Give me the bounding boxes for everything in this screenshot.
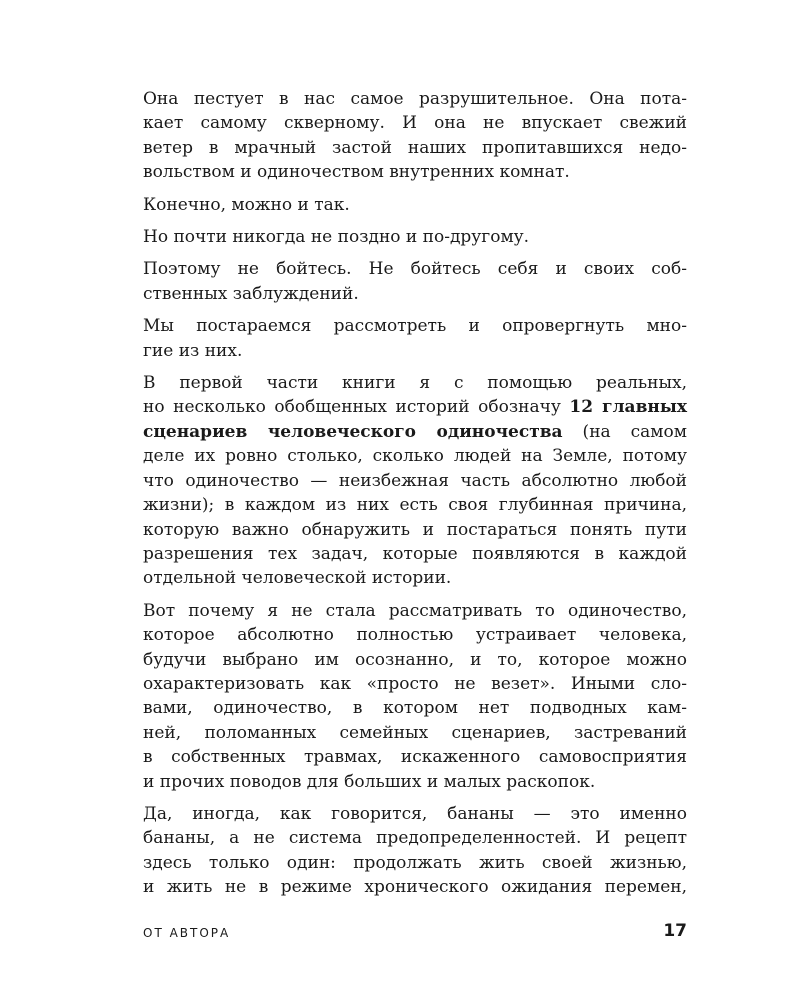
line-text: но несколько обобщенных историй обозначу bbox=[143, 397, 561, 418]
text-line: Она пестует в нас самое разрушительное. Она пота- bbox=[143, 89, 687, 109]
text-line: Но почти никогда не поздно и по-другому. bbox=[143, 227, 530, 248]
text-line: В первой части книги я с помощью реальных, bbox=[143, 373, 687, 394]
line-text: (на самом bbox=[562, 421, 687, 442]
text-line: охарактеризовать как «просто не везет». Иными сло- bbox=[143, 673, 687, 694]
text-line: в собственных травмах, искаженного самовосприятия bbox=[143, 747, 687, 768]
text-line bbox=[143, 395, 687, 419]
paragraph bbox=[143, 802, 687, 900]
paragraph bbox=[143, 371, 687, 591]
text-line: жизни); в каждом из них есть своя глубинная причина, bbox=[143, 495, 687, 516]
text-line: разрешения тех задач, которые появляются в каждой bbox=[143, 543, 687, 564]
text-line: Поэтому не бойтесь. Не бойтесь себя и своих соб- bbox=[143, 259, 687, 280]
bold-phrase: сценариев человеческого одиночества bbox=[143, 421, 563, 442]
text-line: здесь только один: продолжать жить своей жизнью, bbox=[143, 852, 687, 873]
paragraph bbox=[143, 225, 687, 249]
text-line: и жить не в режиме хронического ожидания перемен, bbox=[143, 877, 687, 898]
text-line bbox=[143, 420, 687, 444]
page-number: 17 bbox=[663, 921, 687, 941]
body-text bbox=[143, 87, 687, 908]
text-line: кает самому скверному. И она не впускает свежий bbox=[143, 113, 687, 134]
text-line: ветер в мрачный застой наших пропитавшихся недо- bbox=[143, 137, 687, 158]
text-line: Мы постараемся рассмотреть и опровергнуть мно- bbox=[143, 316, 687, 337]
paragraph bbox=[143, 193, 687, 217]
text-line: ственных заблуждений. bbox=[143, 283, 359, 304]
running-footer-section-title: ОТ АВТОРА bbox=[143, 926, 231, 940]
paragraph bbox=[143, 257, 687, 306]
text-line: и прочих поводов для больших и малых раскопок. bbox=[143, 771, 596, 792]
paragraph bbox=[143, 599, 687, 794]
text-line: Вот почему я не стала рассматривать то одиночество, bbox=[143, 600, 687, 621]
text-line: деле их ровно столько, сколько людей на Земле, потому bbox=[143, 446, 687, 467]
text-line: которое абсолютно полностью устраивает человека, bbox=[143, 625, 687, 646]
text-line: ней, поломанных семейных сценариев, застреваний bbox=[143, 722, 687, 743]
text-line: Конечно, можно и так. bbox=[143, 194, 350, 215]
paragraph bbox=[143, 314, 687, 363]
text-line: которую важно обнаружить и постараться понять пути bbox=[143, 519, 687, 540]
bold-phrase: 12 главных bbox=[569, 397, 687, 418]
text-line: отдельной человеческой истории. bbox=[143, 568, 452, 589]
text-line: вольством и одиночеством внутренних комнат. bbox=[143, 162, 570, 183]
text-line: Да, иногда, как говорится, бананы — это именно bbox=[143, 803, 687, 824]
text-line: вами, одиночество, в котором нет подводных кам- bbox=[143, 698, 687, 719]
text-line: будучи выбрано им осознанно, и то, которое можно bbox=[143, 649, 687, 670]
paragraph bbox=[143, 87, 687, 185]
text-line: бананы, а не система предопределенностей. И рецепт bbox=[143, 828, 687, 849]
text-line: что одиночество — неизбежная часть абсолютно любой bbox=[143, 470, 687, 491]
text-line: гие из них. bbox=[143, 340, 243, 361]
